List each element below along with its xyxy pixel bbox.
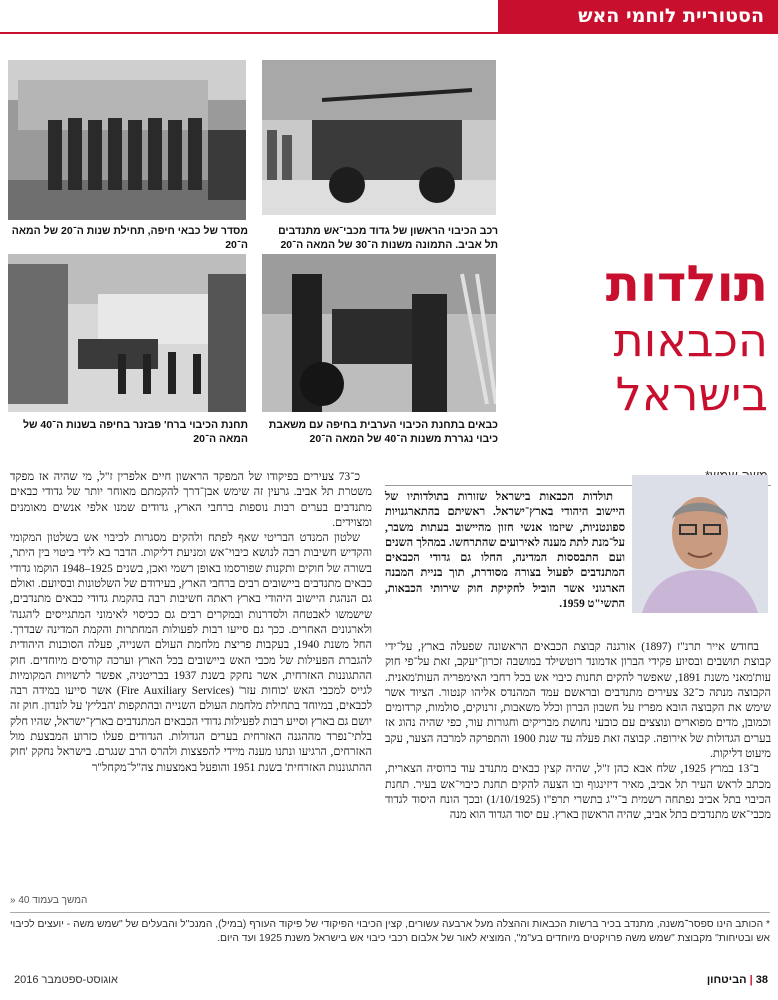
page-number: 38	[755, 974, 768, 986]
author-portrait	[632, 475, 768, 613]
paragraph: בחודש אייר תרנ"ז (1897) אורגנה קבוצת הכבאים הראשונה שפעלה בארץ, על־ידי קבוצת תושבים ובסיוע פקידי הברון אדמונד רוטשילד במושבה זכרון־יעקב, זאת על־פי חוק עות'מאני משנת 1891, שאפשר להקים תחנות כיבוי אש בכל רחבי האימפריה העות'מאנית. הקבוצה מנתה כ־32 צעירים מתנדבים ובראשם עמד המהנדס אליהו קנטור. הציוד אשר שימש את הקבוצה הובא מפריז על חשבון הברון וכלל משאבות, זרנוקים, סולמות, קרדומים וכמובן, מדים מפוארים ונוצצים עם כובעי נחושת מבריקים וחגורות עור, כפי שהיה נהוג אז בערים הגדולות של אירופה. קבוצה זאת פעלה עד שנת 1900 והתפרקה למרבה הצער, עקב מיעוט דליקות.	[385, 641, 772, 761]
caption-pevzner-station: תחנת הכיבוי ברח' פבזנר בחיפה בשנות ה־40 של המאה ה־20	[22, 419, 248, 445]
paragraph: שלטון המנדט הבריטי שאף לפתח ולהקים מסגרות לכיבוי אש בשלטון המקומי והקדיש חשיבות רבה לנושא כיבוי־אש ומניעת דליקות. הדבר בא לידי ביטוי בין היתר, בשורה של חוקים ותקנות שפורסמו באופן רשמי ואכן, בשנים 1925–1948 הוקמו גדודי כבאים מתנדבים ביישובים רבים ברחבי הארץ, בעידודם של השלטונות ובסיועם. ואולם גם הנהגת היישוב היהודי בארץ ראתה חשיבות רבה בהקמת גדודי כבאים מתנדבים, שישמשו לאבטחה ולסדרנות ובמקרים רבים גם ככיסוי לאימוני המתגייסים ל'הגנה' ולארגונים האחרים. ככך גם סייעו רבות לפעולות המחתרות והקמת המדינה שבדרך. החל משנת 1940, בעקבות פריצת מלחמת העולם השנייה, פעלה הסוכנות היהודית להגברת הפעילות של מכבי האש ביישובים בכל הארץ וערכה קורסים מיוחדים. חוק ההתגוננות האזרחית, אשר נחקק בשנת 1937 בבריטניה, אפשר לרשויות המקומיות לגייס למכבי האש 'כוחות עזר' (Fire Auxiliary Services) אשר סייעו במידה רבה לכבאים, במיוחד בתחילת מלחמת העולם השנייה ובהתקפות 'הבליץ' על לונדון. חוק זה יושם גם בארץ וסייע רבות לפעילות גדודי הכבאים המתנדבים בארץ־ישראל, שהיו חלק בלתי־נפרד מההגנה האזרחית בערים הגדולות. הגדודים פעלו כזרוע המבצעת מול האזרחים, הרגיעו ונתנו מענה מיידי להפצצות ולהרס הרב שנגרם. בישראל נחקק 'חוק ההתגוננות האזרחית' בשנת 1951 והופעל באמצעות צה"ל־מקחל"ר	[10, 532, 372, 774]
continued-note: המשך בעמוד 40 «	[10, 895, 88, 906]
caption-telaviv-firetruck: רכב הכיבוי הראשון של גדוד מכבי־אש מתנדבים תל אביב. התמונה משנות ה־30 של המאה ה־20	[278, 225, 498, 251]
title-line-2: הכבאות	[613, 313, 768, 367]
footnote: * הכותב הינו ספסר־משנה, מתנדב בכיר ברשות הכבאות וההצלה מעל ארבעה עשורים, קצין הכיבוי הפיקודי של פיקוד העורף (במיל), המנכ"ל והבעלים של "שמש משה - יועצים לכיבוי אש ובטיחות" מקבוצת "שמש משה פרויקטים מיוחדים בע"מ", המוציא לאור של אלבום רכבי כיבוי אש בישראל משנת 1925 ועד היום.	[10, 919, 770, 944]
article-column-right	[385, 490, 625, 614]
page-number-block: 38 | הביטחון	[706, 974, 768, 986]
section-header	[0, 0, 778, 40]
article-column-right-body	[385, 640, 771, 824]
footnote-rule	[10, 912, 770, 913]
magazine-name: הביטחון	[706, 974, 747, 986]
article-column-left	[10, 470, 372, 776]
title-line-3: בישראל	[615, 367, 768, 421]
photo-pevzner-station	[8, 254, 246, 412]
photo-telaviv-firetruck	[262, 60, 496, 215]
paragraph: ב־13 במרץ 1925, שלח אבא כהן ז"ל, שהיה קצין כבאים מתנדב עוד ברוסיה הצארית, מכתב לראש העיר תל אביב, מאיר דיזינגוף ובו הצעה להקים תחנת כיבוי־אש בעיר. תחנת הכיבוי בתל אביב נפתחה רשמית ב־י"ג בתשרי תרפ"ו (1/10/1925) ובכך הונח היסוד לגדוד מכבי־אש מתנדבים בתל אביב, שהיה הראשון בארץ. עם יסוד הגדוד הוא מנה	[385, 763, 771, 822]
photo-haifa-parade	[8, 60, 246, 220]
title-line-1: תולדות	[605, 255, 768, 313]
photo-haifa-arab-station	[262, 254, 496, 412]
section-title: הסטוריית לוחמי האש	[498, 0, 778, 32]
caption-haifa-parade: מסדר של כבאי חיפה, תחילת שנות ה־20 של המאה ה־20	[11, 225, 248, 251]
caption-haifa-arab-station: כבאים בתחנת הכיבוי הערבית בחיפה עם משאבת כיבוי נגררת משנות ה־40 של המאה ה־20	[268, 419, 498, 445]
page-footer	[0, 972, 778, 992]
issue-date: אוגוסט-ספטמבר 2016	[14, 974, 118, 986]
lead-paragraph: תולדות הכבאות בישראל שזורות בתולדותיו של היישוב היהודי בארץ־ישראל. ראשיתם בהתארגנויות ספונטניות, שיזמו אנשי חזון מהיישוב בעתות משבר, על־מנת לתת מענה לאירועים שהתרחשו. במהלך השנים ועם התבססות המדינה, החלו גם גדודי הכבאים המתנדבים לפעול בצורה מסודרת, תוך בניית המבנה הארגוני אשר הוביל לחקיקת חוק שירותי הכבאות, התשי"ט 1959.	[385, 491, 625, 611]
paragraph: כ־73 צעירים בפיקודו של המפקד הראשון חיים אלפרין ז"ל, מי שהיה אז מפקד משטרת תל אביב. גרעין זה שימש אבן־דרך להקמתם מאוחר יותר של גדודי כבאים מתנדבים בערים רבות נוספות ברחבי הארץ, גדודים שמנו אלפי אנשים מאומנים ומצוידים.	[10, 471, 372, 529]
